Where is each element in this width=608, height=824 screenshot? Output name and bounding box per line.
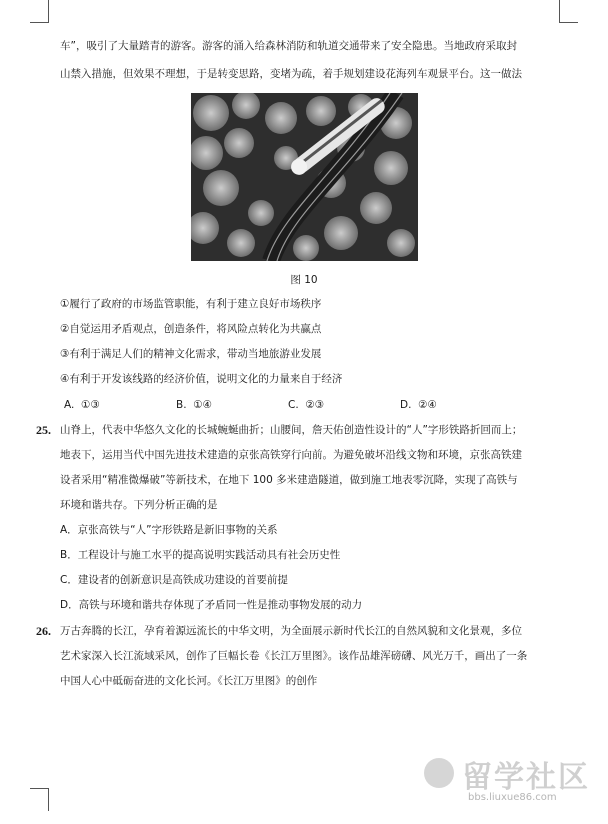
question-stem-line: 万古奔腾的长江，孕育着源远流长的中华文明，为全面展示新时代长江的自然风貌和文化景观，多位: [60, 625, 522, 637]
choice-letter: B.: [176, 399, 187, 411]
choice-b: [176, 397, 212, 413]
watermark-url: bbs.liuxue86.com: [468, 792, 557, 803]
figure-caption: 图 10: [290, 274, 318, 286]
watermark-title: 留学社区: [462, 760, 590, 795]
question-number: 26.: [36, 624, 51, 638]
choice-text: ②③: [305, 399, 325, 411]
choice-letter: C.: [288, 399, 299, 411]
question-stem-line: 中国人心中砥砺奋进的文化长河。《长江万里图》的创作: [60, 675, 318, 687]
question-stem-line: 环境和谐共存。下列分析正确的是: [60, 499, 218, 511]
watermark-logo-icon: [424, 758, 454, 788]
question-option: C．建设者的创新意识是高铁成功建设的首要前提: [60, 574, 288, 586]
choice-letter: D.: [400, 399, 412, 411]
train-photo: [191, 93, 418, 261]
question-stem-line: 地表下，运用当代中国先进技术建造的京张高铁穿行向前。为避免破坏沿线文物和环境，京张高铁建: [60, 449, 522, 461]
question-option: D．高铁与环境和谐共存体现了矛盾同一性是推动事物发展的动力: [60, 599, 363, 611]
option-line: ③有利于满足人们的精神文化需求，带动当地旅游业发展: [60, 348, 322, 360]
paragraph-line: 车”，吸引了大量踏青的游客。游客的涌入给森林消防和轨道交通带来了安全隐患。当地政府采取封: [60, 40, 517, 52]
paragraph-line: 山禁入措施，但效果不理想，于是转变思路，变堵为疏，着手规划建设花海列车观景平台。这一做法: [60, 68, 522, 80]
choice-letter: A.: [64, 399, 75, 411]
question-option: B．工程设计与施工水平的提高说明实践活动具有社会历史性: [60, 549, 341, 561]
option-line: ②自觉运用矛盾观点，创造条件，将风险点转化为共赢点: [60, 323, 322, 335]
crop-mark-bottom-left: [30, 788, 49, 811]
question-stem-line: 山脊上，代表中华悠久文化的长城蜿蜒曲折；山腰间，詹天佑创造性设计的“人”字形铁路折回而上；: [60, 424, 523, 436]
question-stem-line: 设者采用“精准微爆破”等新技术，在地下 100 多米建造隧道，做到施工地表零沉降，实现了高铁与: [60, 474, 518, 486]
site-watermark: [424, 752, 594, 812]
choice-text: ①③: [81, 399, 100, 411]
choice-text: ②④: [418, 399, 437, 411]
choice-text: ①④: [193, 399, 213, 411]
question-option: A．京张高铁与“人”字形铁路是新旧事物的关系: [60, 524, 278, 536]
question-number: 25.: [36, 423, 51, 437]
crop-mark-top-right: [559, 0, 578, 23]
train-photo-illustration: [191, 93, 418, 261]
choice-a: [64, 397, 100, 413]
question-stem-line: 艺术家深入长江流域采风，创作了巨幅长卷《长江万里图》。该作品雄浑磅礴、风光万千，画出了一条: [60, 650, 528, 662]
option-line: ④有利于开发该线路的经济价值，说明文化的力量来自于经济: [60, 373, 343, 385]
crop-mark-top-left: [30, 0, 49, 23]
option-line: ①履行了政府的市场监管职能，有利于建立良好市场秩序: [60, 298, 322, 310]
choice-d: [400, 397, 437, 413]
choice-c: [288, 397, 324, 413]
